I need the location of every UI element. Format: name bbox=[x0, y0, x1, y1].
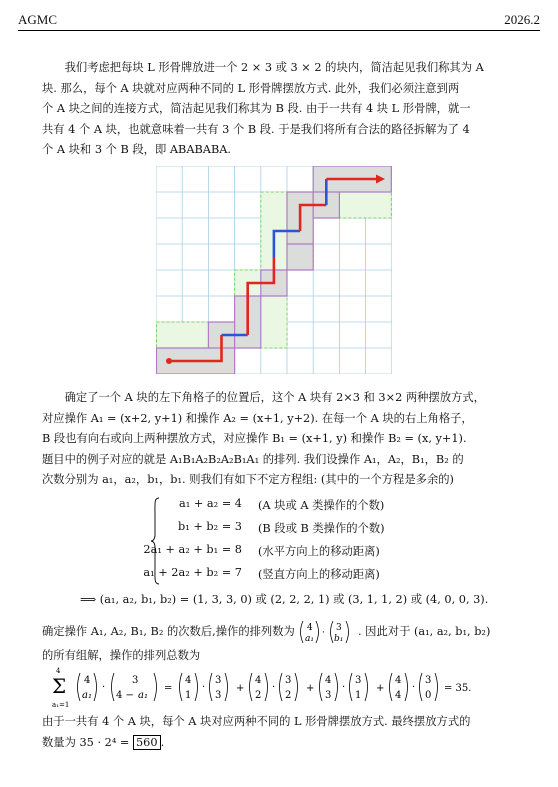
page-header bbox=[18, 12, 540, 30]
svg-text:4: 4 bbox=[325, 675, 332, 686]
svg-text:2: 2 bbox=[285, 690, 292, 701]
system-equation: b₁ + b₂ = 3 bbox=[177, 520, 242, 533]
paragraph-1 bbox=[42, 58, 516, 161]
p1-line: 我们考虑把每块 L 形骨牌放进一个 2 × 3 或 3 × 2 的块内，简洁起见我们称其为 A bbox=[64, 61, 484, 74]
svg-text:a₁: a₁ bbox=[82, 690, 92, 701]
p2-line: 题目中的例子对应的就是 A₁B₁A₂B₂A₂B₁A₁ 的排列. 我们设操作 A₁，A₂，B₁，B₂ 的 bbox=[42, 452, 464, 466]
p1-line: 共有 4 个 A 块，也就意味着一共有 3 个 B 段. 于是我们将所有合法的路径拆解为了 4 bbox=[42, 122, 470, 136]
svg-text:·: · bbox=[342, 682, 346, 693]
p4-text: 数量为 35 · 2⁴ = bbox=[42, 735, 133, 749]
equation-system bbox=[143, 497, 480, 587]
svg-text:3: 3 bbox=[215, 675, 222, 686]
system-note: (水平方向上的移动距离) bbox=[258, 545, 380, 558]
system-note: (竖直方向上的移动距离) bbox=[258, 568, 380, 581]
svg-text:1: 1 bbox=[185, 690, 192, 701]
svg-text:4: 4 bbox=[185, 675, 192, 686]
paragraph-2 bbox=[42, 388, 516, 491]
svg-text:3: 3 bbox=[285, 675, 292, 686]
svg-text:2: 2 bbox=[255, 690, 262, 701]
svg-text:a₁: a₁ bbox=[305, 634, 315, 644]
svg-text:4: 4 bbox=[395, 675, 402, 686]
summation-formula bbox=[52, 665, 502, 711]
svg-text:3: 3 bbox=[336, 623, 343, 633]
svg-text:Σ: Σ bbox=[52, 674, 67, 698]
grid-figure bbox=[156, 166, 392, 374]
svg-text:3: 3 bbox=[132, 675, 139, 686]
svg-text:4: 4 bbox=[307, 623, 314, 633]
system-note: (A 块或 A 类操作的个数) bbox=[258, 499, 385, 512]
p1-line: 个 A 块和 3 个 B 段，即 ABABABA. bbox=[42, 143, 231, 156]
svg-text:3: 3 bbox=[215, 690, 222, 701]
svg-text:4 −: 4 − bbox=[116, 690, 134, 701]
p4-line: 由于一共有 4 个 A 块，每个 A 块对应两种不同的 L 形骨牌摆放方式. 最终摆放方式的 bbox=[42, 715, 471, 728]
svg-text:0: 0 bbox=[425, 690, 432, 701]
svg-text:a₁=1: a₁=1 bbox=[52, 701, 70, 709]
p3-line bbox=[42, 619, 516, 645]
header-journal: AGMC bbox=[18, 12, 58, 27]
svg-text:·: · bbox=[412, 682, 416, 693]
svg-text:·: · bbox=[272, 682, 276, 693]
svg-text:4: 4 bbox=[255, 675, 262, 686]
p3-line: 的所有组解，操作的排列总数为 bbox=[42, 649, 201, 662]
svg-text:1: 1 bbox=[355, 690, 362, 701]
svg-text:3: 3 bbox=[355, 675, 362, 686]
solution-line: ⟹ (a₁, a₂, b₁, b₂) = (1, 3, 3, 0) 或 (2, 2, 2, 1) 或 (3, 1, 1, 2) 或 (4, 0, 0, 3). bbox=[80, 593, 489, 606]
paragraph-4 bbox=[42, 712, 516, 753]
system-equation: a₁ + 2a₂ + b₂ = 7 bbox=[143, 566, 242, 579]
svg-text:b₁: b₁ bbox=[334, 634, 344, 644]
svg-text:+: + bbox=[236, 683, 245, 694]
p4-line bbox=[42, 733, 516, 754]
svg-text:3: 3 bbox=[325, 690, 332, 701]
p2-line: 对应操作 A₁ = (x+2, y+1) 和操作 A₂ = (x+1, y+2). 在每一个 A 块的右上角格子， bbox=[42, 411, 473, 425]
svg-text:=: = bbox=[164, 683, 173, 694]
system-note: (B 段或 B 类操作的个数) bbox=[258, 522, 385, 535]
sum-result: = 35. bbox=[444, 683, 472, 694]
p4-text: . bbox=[160, 735, 165, 749]
answer-box: 560 bbox=[133, 735, 161, 750]
svg-text:3: 3 bbox=[425, 675, 432, 686]
header-date: 2026.2 bbox=[504, 12, 540, 27]
system-equation: a₁ + a₂ = 4 bbox=[178, 497, 242, 510]
p1-line: 个 A 块之间的连接方式，简洁起见我们称其为 B 段. 由于一共有 4 块 L 形骨牌，就一 bbox=[42, 102, 471, 115]
p2-line: B 段也有向右或向上两种摆放方式，对应操作 B₁ = (x+1, y) 和操作 B₂ = (x, y+1). bbox=[42, 432, 467, 445]
binomial-product bbox=[298, 619, 354, 645]
start-dot bbox=[166, 358, 172, 364]
svg-text:·: · bbox=[322, 628, 326, 638]
svg-text:a₁: a₁ bbox=[138, 690, 148, 701]
header-rule bbox=[18, 30, 540, 31]
p2-line: 次数分别为 a₁，a₂，b₁，b₁. 则我们有如下不定方程组: (其中的一个方程是多余的) bbox=[42, 473, 454, 486]
svg-text:+: + bbox=[376, 683, 385, 694]
svg-text:4: 4 bbox=[84, 675, 91, 686]
system-equation: 2a₁ + a₂ + b₁ = 8 bbox=[143, 543, 242, 556]
p1-line: 块. 那么，每个 A 块就对应两种不同的 L 形骨牌摆放方式. 此外，我们必须注意到两 bbox=[42, 81, 460, 95]
paragraph-3 bbox=[42, 619, 516, 667]
p2-line: 确定了一个 A 块的左下角格子的位置后，这个 A 块有 2×3 和 3×2 两种摆放方式， bbox=[64, 391, 485, 404]
svg-text:4: 4 bbox=[395, 690, 402, 701]
svg-text:4: 4 bbox=[56, 667, 61, 675]
p3-text: . 因此对于 (a₁, a₂, b₁, b₂) bbox=[358, 625, 491, 638]
svg-text:·: · bbox=[202, 682, 206, 693]
p3-text: 确定操作 A₁, A₂, B₁, B₂ 的次数后,操作的排列数为 bbox=[42, 625, 295, 638]
svg-text:·: · bbox=[102, 682, 106, 693]
summation-svg bbox=[52, 665, 502, 711]
svg-text:+: + bbox=[306, 683, 315, 694]
